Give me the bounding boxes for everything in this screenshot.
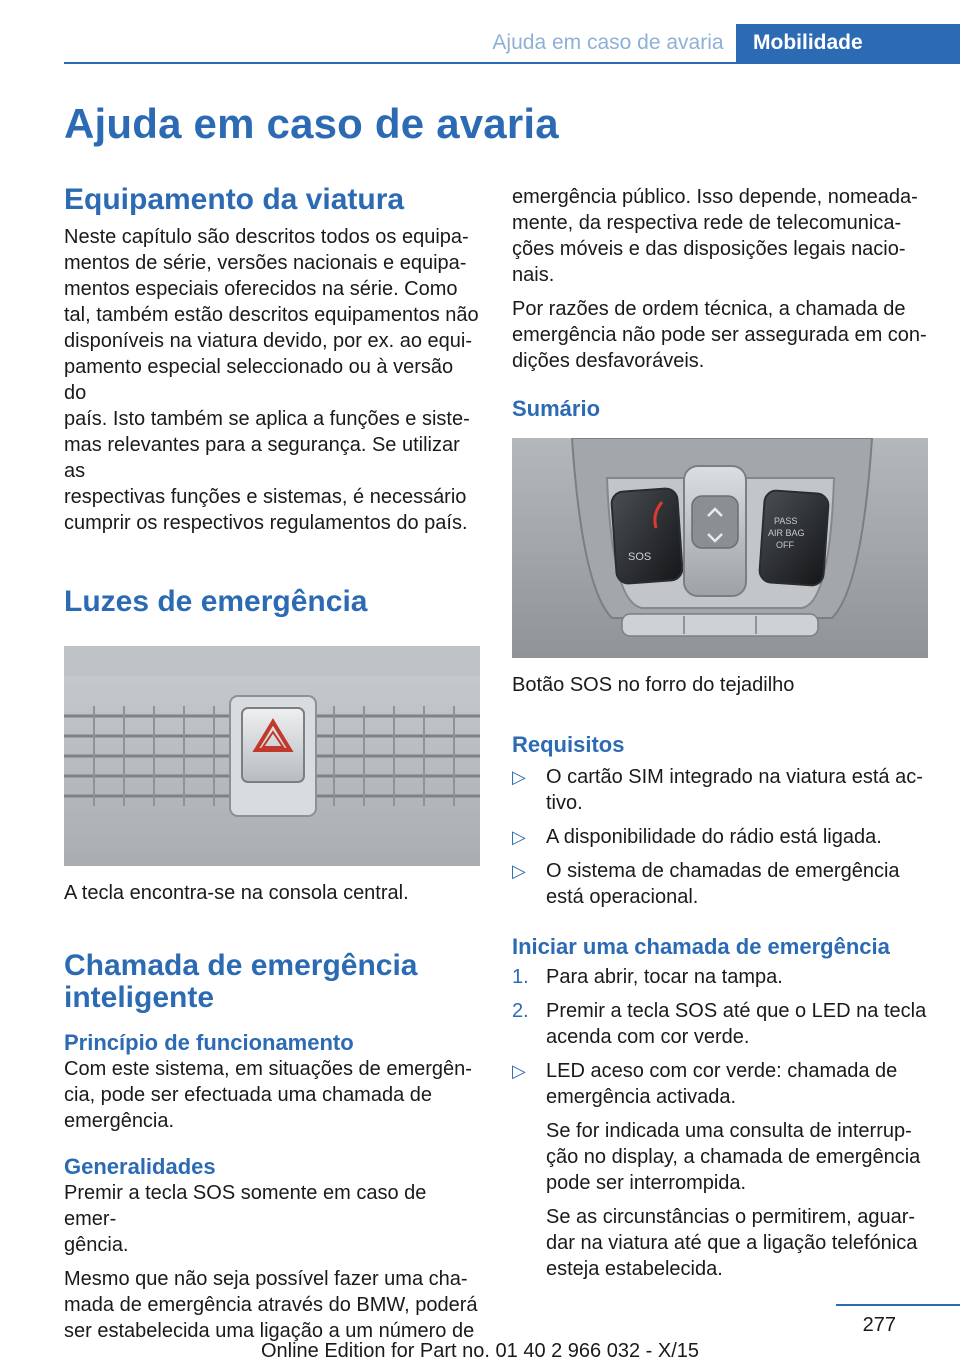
summary-heading: Sumário <box>512 396 601 421</box>
left-column <box>64 184 480 1344</box>
requirements-list <box>512 764 928 910</box>
header-rule <box>64 62 960 64</box>
pass-label-2: AIR BAG <box>768 528 805 538</box>
ecall-heading: Chamada de emergência inteligente <box>64 949 418 1014</box>
list-item: 2. Premir a tecla SOS até que o LED na tecla acenda com cor verde. <box>512 1000 927 1048</box>
running-header-section: Ajuda em caso de avaria <box>492 31 724 54</box>
led-note-2: Se as circunstâncias o permitirem, aguar‐ dar na viatura até que a ligação telefónica esteja estabelecida. <box>546 1206 918 1280</box>
requirements-heading: Requisitos <box>512 732 625 757</box>
running-header-chapter: Mobilidade <box>736 24 960 62</box>
triangle-bullet-icon: ▷ <box>512 767 526 787</box>
sos-label: SOS <box>628 551 652 563</box>
edition-line: Online Edition for Part no. 01 40 2 966 032 - X/15 <box>260 1340 700 1362</box>
triangle-bullet-icon: ▷ <box>512 827 526 847</box>
summary-caption: Botão SOS no forro do tejadilho <box>512 674 795 696</box>
list-item: ▷ A disponibilidade do rádio está ligada. <box>512 826 882 848</box>
general-text-1: Premir a tecla SOS somente em caso de emer‐ gência. <box>64 1182 427 1256</box>
sos-button-photo <box>512 438 928 658</box>
equipment-text: Neste capítulo são descritos todos os equipa‐ mentos de série, versões nacionais e equipa‐ mentos especiais oferecidos na série. Como tal, também estão descritos equipamentos não disponíveis na viatura devido, por ex. ao equi‐ pamento especial seleccionado ou à versão do país. Isto também se aplica a funções e siste‐ mas relevantes para a segurança. Se utilizar as respectivas funções e sistemas, é necessário cumprir os respectivos regulamentos do país. <box>64 226 479 534</box>
hazard-switch-photo <box>64 646 480 866</box>
start-call-heading: Iniciar uma chamada de emergência <box>512 934 890 959</box>
pass-label-1: PASS <box>774 516 798 526</box>
hazard-heading: Luzes de emergência <box>64 585 368 618</box>
list-item: ▷ O cartão SIM integrado na viatura está ac‐ tivo. <box>512 766 923 814</box>
principle-text: Com este sistema, em situações de emergên‐ cia, pode ser efectuada uma chamada de emergência. <box>64 1058 472 1132</box>
right-column <box>512 184 928 1282</box>
continued-text-2: Por razões de ordem técnica, a chamada de emergência não pode ser assegurada em con‐ dições desfavoráveis. <box>512 298 927 372</box>
equipment-heading: Equipamento da viatura <box>64 183 405 216</box>
triangle-bullet-icon: ▷ <box>512 861 526 881</box>
page-number: 277 <box>862 1314 896 1336</box>
list-item: 1. Para abrir, tocar na tampa. <box>512 966 783 988</box>
list-item: ▷ LED aceso com cor verde: chamada de emergência activada. Se for indicada uma consulta de interrup‐ ção no display, a chamada de emergência pode ser interrompida. Se as circunstâncias o permitirem, aguar‐ dar na viatura até que a ligação telefónica esteja estabelecida. <box>512 1058 928 1282</box>
led-note-1: Se for indicada uma consulta de interrup‐ ção no display, a chamada de emergência pode ser interrompida. <box>546 1120 921 1194</box>
pass-label-3: OFF <box>776 540 794 550</box>
footer-rule <box>836 1304 960 1306</box>
general-heading: Generalidades <box>64 1154 216 1179</box>
principle-heading: Princípio de funcionamento <box>64 1030 354 1055</box>
general-text-2: Mesmo que não seja possível fazer uma cha‐ mada de emergência através do BMW, poderá ser estabelecida uma ligação a um número de <box>64 1268 478 1342</box>
hazard-caption: A tecla encontra-se na consola central. <box>64 882 409 904</box>
triangle-bullet-icon: ▷ <box>512 1061 526 1081</box>
page-title: Ajuda em caso de avaria <box>64 100 559 147</box>
start-call-steps <box>512 964 928 1282</box>
continued-text-1: emergência público. Isso depende, nomeada‐ mente, da respectiva rede de telecomunica‐ ções móveis e das disposições legais nacio‐ nais. <box>512 186 918 286</box>
list-item: ▷ O sistema de chamadas de emergência está operacional. <box>512 860 900 908</box>
